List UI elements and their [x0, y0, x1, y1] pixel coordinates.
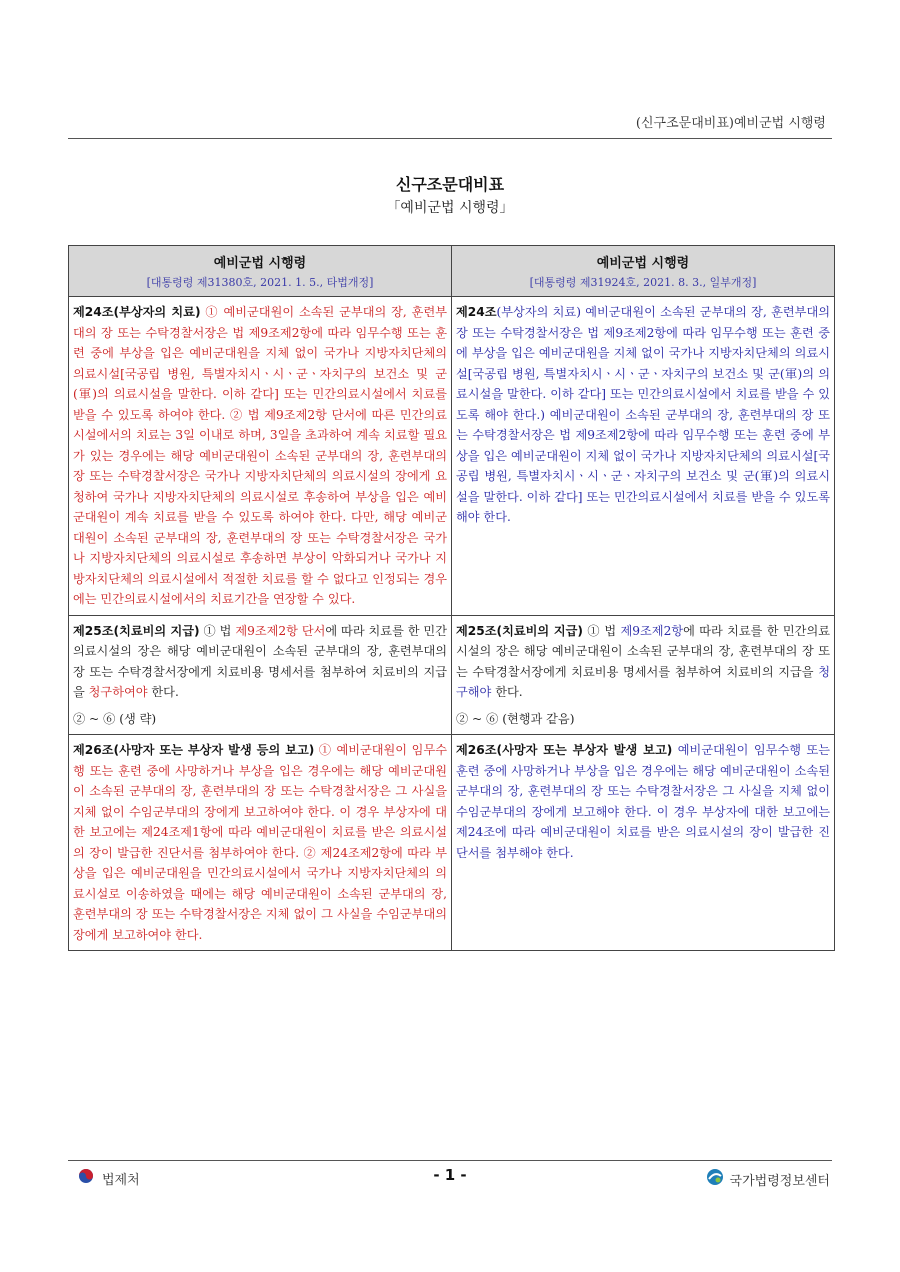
article-heading: 제25조(치료비의 지급)	[73, 623, 200, 638]
footer-org-name: 법제처	[102, 1172, 140, 1188]
new-article-cell	[452, 615, 835, 735]
unchanged-note: ② ~ ⑥ (현행과 같음)	[456, 711, 575, 726]
table-row	[69, 735, 835, 951]
old-article-cell	[69, 615, 452, 735]
article-heading: 제24조	[456, 305, 497, 319]
footer-rule	[68, 1160, 832, 1161]
table-header-row	[69, 246, 835, 297]
column-title: 예비군법 시행령	[596, 256, 690, 271]
new-article-cell	[452, 297, 835, 616]
column-subtitle: [대통령령 제31380호, 2021. 1. 5., 타법개정]	[146, 276, 374, 289]
footer-center-name: 국가법령정보센터	[729, 1173, 830, 1189]
article-heading: 제26조(사망자 또는 부상자 발생 등의 보고)	[73, 743, 315, 757]
page-header	[68, 106, 832, 139]
omitted-note: ② ~ ⑥ (생 략)	[73, 711, 157, 726]
article-text: ① 예비군대원이 임무수행 또는 훈련 중에 사망하거나 부상을 입은 경우에는 해당 예비군대원이 소속된 군부대의 장, 훈련부대의 장 또는 수탁경찰서장은 그 사실을 지체 없이 수임군부대의 장에게 보고하여야 한다. 이 경우 부상자에 대한 보고에는 제24조제1항에 따라 예비군대원이 치료를 받은 의료시설의 장이 발급한 진단서를 첨부하여야 한다. ② 제24조제2항에 따라 부상을 입은 예비군대원을 민간의료시설에서 국가나 지방자치단체의 의료시설로 이송하였을 때에는 해당 예비군대원이 소속된 군부대의 장, 훈련부대의 장 또는 수탁경찰서장은 지체 없이 그 사실을 수임군부대의 장에게 보고하여야 한다.	[73, 743, 447, 942]
article-heading: 제24조(부상자의 치료)	[73, 305, 201, 319]
article-text: 예비군대원이 임무수행 또는 훈련 중에 사망하거나 부상을 입은 경우에는 해당 예비군대원이 소속된 군부대의 장, 훈련부대의 장 또는 수탁경찰서장은 그 사실을 지체 없이 수임군부대의 장에게 보고해야 한다. 이 경우 부상자에 대한 보고에는 제24조에 따라 예비군대원이 치료를 받은 의료시설의 장이 발급한 진단서를 첨부해야 한다.	[456, 743, 830, 860]
law-center-logo-icon	[706, 1168, 724, 1190]
article-heading: 제25조(치료비의 지급)	[456, 623, 584, 638]
article-text: 한다.	[147, 685, 179, 699]
article-text: 에 따라 치료를 한 민간의료시설의 장은 해당 예비군대원이 소속된 군부대의 장, 훈련부대의 장 또는 수탁경찰서장에게 치료비용 명세서를 첨부하여 치료비의 지급을	[456, 623, 830, 679]
old-article-cell	[69, 735, 452, 951]
article-text: (부상자의 치료) 예비군대원이 소속된 군부대의 장, 훈련부대의 장 또는 수탁경찰서장은 법 제9조제2항에 따라 임무수행 또는 훈련 중에 부상을 입은 예비군대원을 지체 없이 국가나 지방자치단체의 의료시설[국공립 병원, 특별자치시ㆍ시ㆍ군ㆍ자치구의 보건소 및 군(軍)의 의료시설을 말한다. 이하 같다] 또는 민간의료시설에서 치료를 받을 수 있도록 해야 한다.) 예비군대원이 소속된 군부대의 장, 훈련부대의 장 또는 수탁경찰서장은 법 제9조제2항에 따라 임무수행 또는 훈련 중에 부상을 입은 예비군대원이 지체 없이 국가나 지방자치단체의 의료시설[국공립 병원, 특별자치시ㆍ시ㆍ군ㆍ자치구의 보건소 및 군(軍)의 의료시설을 말한다. 이하 같다] 또는 민간의료시설에서 치료를 받을 수 있도록 해야 한다.	[456, 305, 830, 524]
page-title: 신구조문대비표	[395, 175, 505, 194]
page-number: - 1 -	[433, 1166, 467, 1184]
changed-text: 청구하여야	[88, 685, 148, 699]
table-row	[69, 615, 835, 735]
article-text: ① 법	[199, 623, 236, 638]
column-header-new	[452, 246, 835, 297]
table-row	[69, 297, 835, 616]
changed-text: 제9조제2항	[620, 623, 684, 638]
changed-text: 청구해야	[456, 664, 830, 699]
article-text: ① 예비군대원이 소속된 군부대의 장, 훈련부대의 장 또는 수탁경찰서장은 법 제9조제2항에 따라 임무수행 또는 훈련 중에 부상을 입은 예비군대원을 지체 없이 국가나 지방자치단체의 의료시설[국공립 병원, 특별자치시ㆍ시ㆍ군ㆍ자치구의 보건소 및 군(軍)의 의료시설을 말한다. 이하 같다] 또는 민간의료시설에서 치료를 받을 수 있도록 하여야 한다. ② 법 제9조제2항 단서에 따른 민간의료시설에서의 치료는 3일 이내로 하며, 3일을 초과하여 계속 치료할 필요가 있는 경우에는 해당 예비군대원이 소속된 군부대의 장, 훈련부대의 장 또는 수탁경찰서장은 국가나 지방자치단체의 의료시설의 장에게 요청하여 국가나 지방자치단체의 의료시설로 후송하여 부상을 입은 예비군대원이 계속 치료를 받을 수 있도록 하여야 한다. 다만, 해당 예비군대원이 소속된 군부대의 장, 훈련부대의 장 또는 수탁경찰서장은 국가나 지방자치단체의 의료시설로 후송하면 부상이 악화되거나 국가나 지방자치단체의 의료시설에서 적절한 치료를 할 수 없다고 인정되는 경우에는 민간의료시설에서의 치료기간을 연장할 수 있다.	[73, 305, 447, 606]
article-heading: 제26조(사망자 또는 부상자 발생 보고)	[456, 743, 673, 757]
footer-right	[706, 1168, 830, 1190]
page-subtitle: 「예비군법 시행령」	[386, 200, 514, 216]
header-text: (신구조문대비표)예비군법 시행령	[635, 116, 826, 131]
column-title: 예비군법 시행령	[213, 256, 307, 271]
new-article-cell	[452, 735, 835, 951]
changed-text: 제9조제2항 단서	[235, 623, 326, 638]
article-text: ① 법	[583, 623, 621, 638]
comparison-table	[68, 245, 835, 951]
column-header-old	[69, 246, 452, 297]
old-article-cell	[69, 297, 452, 616]
column-subtitle: [대통령령 제31924호, 2021. 8. 3., 일부개정]	[529, 276, 757, 289]
article-text: 에 따라 치료를 한 민간의료시설의 장은 해당 예비군대원이 소속된 군부대의 장, 훈련부대의 장 또는 수탁경찰서장에게 치료비용 명세서를 첨부하여 치료비의 지급을	[73, 623, 447, 699]
article-text: 한다.	[491, 685, 523, 699]
